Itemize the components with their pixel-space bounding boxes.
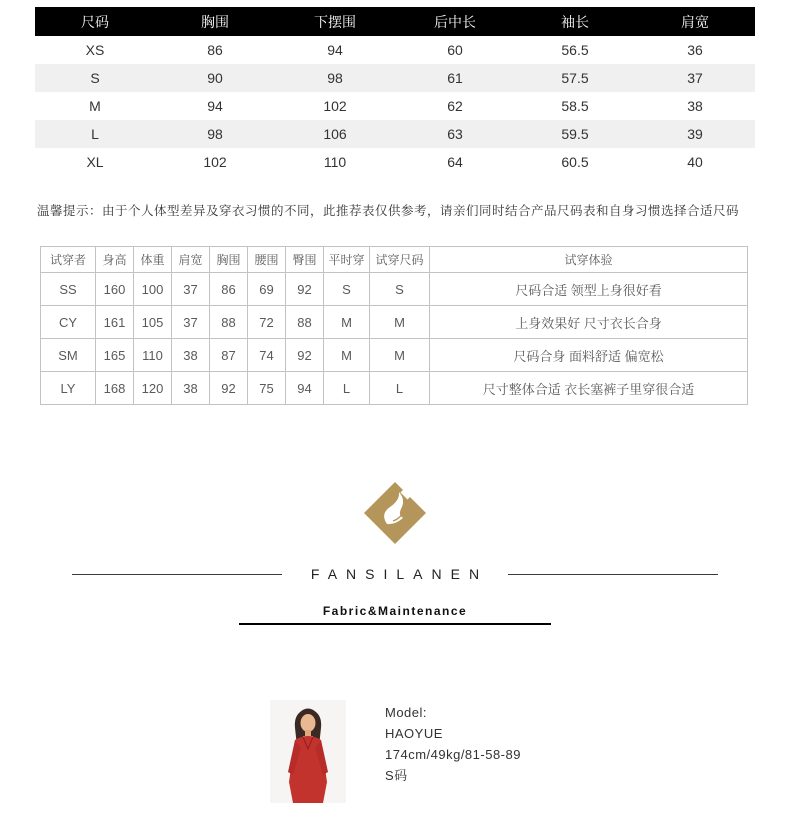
fit-table-cell-4: 86 — [210, 273, 248, 306]
fit-table-cell-6: 92 — [286, 339, 324, 372]
size-table-cell-1: 102 — [203, 154, 227, 170]
size-table-header-3: 后中长 — [395, 7, 515, 36]
brand-name-row — [0, 566, 790, 582]
fit-table-cell-9: 尺码合身 面料舒适 偏宽松 — [430, 339, 748, 372]
size-table-cell-4: 60.5 — [561, 154, 589, 170]
fit-table-cell-0: SS — [41, 273, 96, 306]
size-table-header-4: 袖长 — [515, 7, 635, 36]
size-table-row — [35, 64, 755, 92]
fit-table-cell-7: M — [324, 339, 370, 372]
fit-table-cell-4: 88 — [210, 306, 248, 339]
size-table-cell-5: 39 — [687, 126, 703, 142]
brand-name: FANSILANEN — [310, 566, 489, 582]
model-size: S码 — [385, 768, 408, 783]
fit-table-cell-5: 74 — [248, 339, 286, 372]
model-info — [385, 702, 521, 786]
fit-table-cell-5: 75 — [248, 372, 286, 405]
fit-table-head — [41, 247, 748, 273]
size-table-cell-5: 36 — [687, 42, 703, 58]
fit-table-cell-9: 尺寸整体合适 衣长塞裤子里穿很合适 — [430, 372, 748, 405]
size-table-cell-3: 60 — [447, 42, 463, 58]
fit-table — [40, 246, 748, 405]
fit-table-header-6: 臀围 — [286, 247, 324, 273]
size-table-cell-3: 62 — [447, 98, 463, 114]
fit-table-cell-8: M — [370, 306, 430, 339]
fit-table-cell-4: 92 — [210, 372, 248, 405]
fit-table-header-9: 试穿体验 — [430, 247, 748, 273]
fit-table-header-5: 腰围 — [248, 247, 286, 273]
fit-table-cell-1: 168 — [96, 372, 134, 405]
brand-logo-icon — [363, 481, 427, 545]
fit-table-header-0: 试穿者 — [41, 247, 96, 273]
diamond-swan-icon — [363, 481, 427, 545]
fit-table-cell-3: 37 — [172, 273, 210, 306]
fit-table-cell-1: 160 — [96, 273, 134, 306]
fit-table-cell-0: CY — [41, 306, 96, 339]
fit-table-cell-7: S — [324, 273, 370, 306]
brand-divider-right — [508, 574, 718, 575]
fit-table-cell-9: 尺码合适 领型上身很好看 — [430, 273, 748, 306]
fit-table-cell-5: 72 — [248, 306, 286, 339]
fit-table-cell-0: SM — [41, 339, 96, 372]
fit-table-cell-8: M — [370, 339, 430, 372]
size-table-cell-4: 58.5 — [561, 98, 589, 114]
fit-table-cell-5: 69 — [248, 273, 286, 306]
section-underline — [239, 623, 551, 625]
size-table-cell-5: 37 — [687, 70, 703, 86]
model-photo — [270, 700, 346, 803]
size-table-cell-2: 94 — [327, 42, 343, 58]
fit-table-row — [41, 339, 748, 372]
size-table-row — [35, 36, 755, 64]
fit-table-cell-6: 92 — [286, 273, 324, 306]
size-table-row — [35, 120, 755, 148]
size-table-cell-1: 98 — [207, 126, 223, 142]
fit-table-cell-7: L — [324, 372, 370, 405]
size-table-cell-0: XS — [85, 42, 105, 58]
fabric-maintenance-title: Fabric&Maintenance — [322, 604, 468, 618]
size-table-cell-0: L — [91, 126, 99, 142]
fit-table-header-1: 身高 — [96, 247, 134, 273]
fit-table-cell-3: 38 — [172, 339, 210, 372]
size-table-cell-0: S — [90, 70, 100, 86]
notice-text: 温馨提示：由于个人体型差异及穿衣习惯的不同，此推荐表仅供参考，请亲们同时结合产品尺码表和自身习惯选择合适尺码 — [37, 204, 740, 218]
size-table — [35, 7, 755, 176]
size-table-cell-1: 90 — [207, 70, 223, 86]
fit-table-cell-9: 上身效果好 尺寸衣长合身 — [430, 306, 748, 339]
model-name: HAOYUE — [385, 726, 443, 741]
fit-table-cell-2: 110 — [134, 339, 172, 372]
size-table-cell-3: 63 — [447, 126, 463, 142]
size-table-cell-4: 56.5 — [561, 42, 589, 58]
fit-table-header-3: 肩宽 — [172, 247, 210, 273]
fit-table-cell-3: 37 — [172, 306, 210, 339]
size-table-header-1: 胸围 — [155, 7, 275, 36]
fit-table-header-7: 平时穿 — [324, 247, 370, 273]
fit-table-cell-8: S — [370, 273, 430, 306]
size-table-cell-5: 40 — [687, 154, 703, 170]
fit-table-row — [41, 306, 748, 339]
size-table-cell-0: XL — [86, 154, 104, 170]
size-table-header-0: 尺码 — [35, 7, 155, 36]
fit-table-cell-1: 165 — [96, 339, 134, 372]
size-table-cell-1: 94 — [207, 98, 223, 114]
size-table-row — [35, 92, 755, 120]
size-table-cell-4: 57.5 — [561, 70, 589, 86]
fit-table-cell-1: 161 — [96, 306, 134, 339]
size-table-header-2: 下摆围 — [275, 7, 395, 36]
size-table-cell-4: 59.5 — [561, 126, 589, 142]
size-table-cell-2: 110 — [323, 154, 347, 170]
size-table-cell-0: M — [89, 98, 101, 114]
brand-divider-left — [72, 574, 282, 575]
fit-table-header-4: 胸围 — [210, 247, 248, 273]
size-table-header-row — [35, 7, 755, 36]
fit-table-cell-7: M — [324, 306, 370, 339]
fit-table-cell-2: 105 — [134, 306, 172, 339]
fit-table-cell-6: 88 — [286, 306, 324, 339]
size-table-cell-5: 38 — [687, 98, 703, 114]
model-label: Model: — [385, 705, 428, 720]
size-table-cell-3: 61 — [447, 70, 463, 86]
model-stats: 174cm/49kg/81-58-89 — [385, 747, 521, 762]
fit-table-row — [41, 372, 748, 405]
model-illustration — [270, 700, 346, 803]
fit-table-body — [41, 273, 748, 405]
fit-table-header-row — [41, 247, 748, 273]
fit-table-cell-3: 38 — [172, 372, 210, 405]
size-table-head — [35, 7, 755, 36]
size-table-cell-1: 86 — [207, 42, 223, 58]
fit-table-cell-8: L — [370, 372, 430, 405]
fit-table-cell-2: 100 — [134, 273, 172, 306]
fit-table-cell-0: LY — [41, 372, 96, 405]
fit-table-cell-2: 120 — [134, 372, 172, 405]
fit-table-header-2: 体重 — [134, 247, 172, 273]
fit-table-row — [41, 273, 748, 306]
fit-table-header-8: 试穿尺码 — [370, 247, 430, 273]
size-table-cell-2: 106 — [323, 126, 347, 142]
size-table-row — [35, 148, 755, 176]
fit-table-cell-6: 94 — [286, 372, 324, 405]
size-table-body — [35, 36, 755, 176]
size-table-header-5: 肩宽 — [635, 7, 755, 36]
size-table-cell-2: 98 — [327, 70, 343, 86]
size-table-cell-3: 64 — [447, 154, 463, 170]
size-table-cell-2: 102 — [323, 98, 347, 114]
fit-table-cell-4: 87 — [210, 339, 248, 372]
